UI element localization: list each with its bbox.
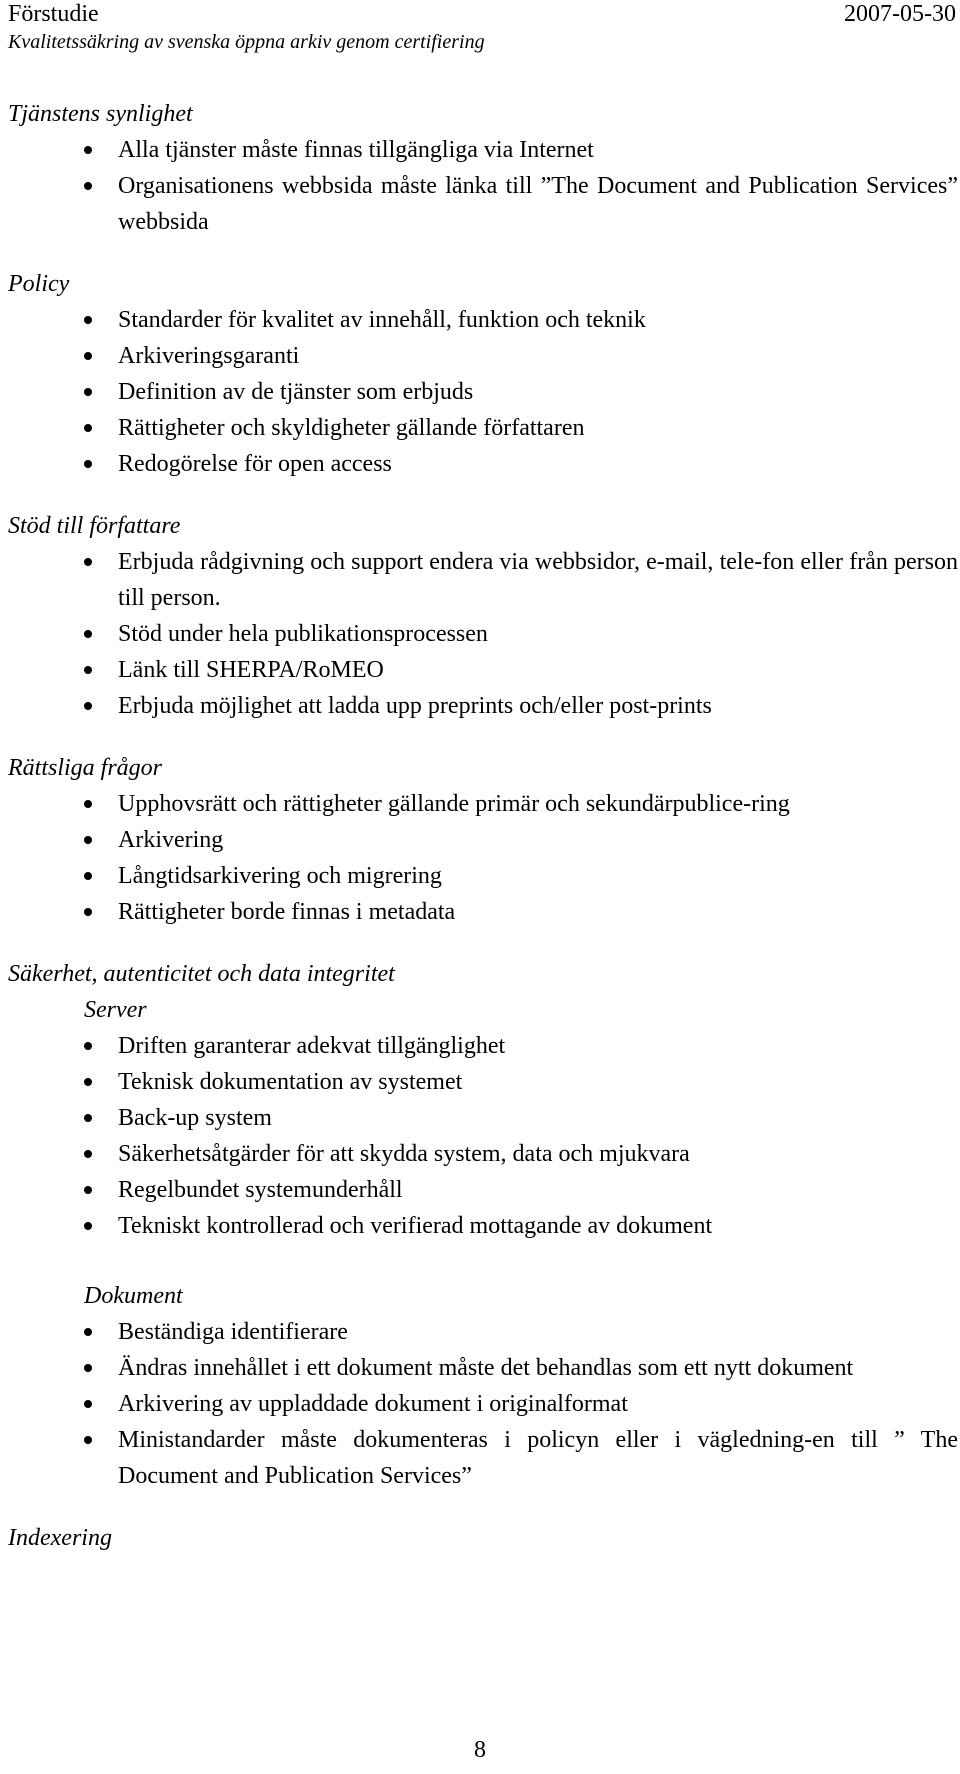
document-body [0,96,960,1556]
list-item [0,338,960,374]
list-item-text: Driften garanterar adekvat tillgänglighet [118,1033,506,1059]
list-item-text: Ministandarder måste dokumenteras i policyn eller i vägledning-en till ” The Document and Publication Services” [118,1427,958,1489]
bullet-icon [84,424,92,432]
header-subtitle: Kvalitetssäkring av svenska öppna arkiv genom certifiering [8,31,485,53]
bullet-icon [84,800,92,808]
bullet-icon [84,1186,92,1194]
list-item [0,1314,960,1350]
list-item-text: Redogörelse för open access [118,451,392,477]
page-number: 8 [474,1737,486,1763]
list-item-text: Säkerhetsåtgärder för att skydda system, data och mjukvara [118,1141,690,1167]
list-item-text: Standarder för kvalitet av innehåll, funktion och teknik [118,307,646,333]
section-heading-synlighet: Tjänstens synlighet [8,101,193,127]
list-stod [0,544,960,724]
list-item-text: Ändras innehållet i ett dokument måste det behandlas som ett nytt dokument [118,1355,854,1381]
list-item-text: Back-up system [118,1105,272,1131]
list-item-text: Tekniskt kontrollerad och verifierad mottagande av dokument [118,1213,713,1239]
bullet-icon [84,146,92,154]
list-dokument [0,1314,960,1494]
list-item [0,1350,960,1386]
list-item-text: Rättigheter och skyldigheter gällande författaren [118,415,585,441]
list-item-text: Stöd under hela publikationsprocessen [118,621,488,647]
list-policy [0,302,960,482]
list-item-text: Definition av de tjänster som erbjuds [118,379,474,405]
list-item-text: Teknisk dokumentation av systemet [118,1069,463,1095]
list-item-text: Organisationens webbsida måste länka till ”The Document and Publication Services” webbsida [118,173,958,235]
bullet-icon [84,1150,92,1158]
list-item-text: Beständiga identifierare [118,1319,348,1345]
list-item-text: Alla tjänster måste finnas tillgängliga via Internet [118,137,594,163]
list-item-text: Länk till SHERPA/RoMEO [118,657,384,683]
list-item [0,1028,960,1064]
header-date: 2007-05-30 [844,1,956,27]
subheading-dokument: Dokument [84,1283,183,1309]
section-heading-sakerhet: Säkerhet, autenticitet och data integritet [8,961,395,987]
list-item-text: Rättigheter borde finnas i metadata [118,899,456,925]
bullet-icon [84,630,92,638]
bullet-icon [84,872,92,880]
list-item-text: Arkiveringsgaranti [118,343,300,369]
list-item [0,786,960,822]
list-item-text: Arkivering av uppladdade dokument i originalformat [118,1391,628,1417]
bullet-icon [84,1436,92,1444]
list-item [0,616,960,652]
list-item [0,1100,960,1136]
bullet-icon [84,908,92,916]
header-title: Förstudie [8,1,99,27]
list-item [0,544,960,616]
list-item [0,1064,960,1100]
list-item [0,822,960,858]
list-item-text: Upphovsrätt och rättigheter gällande primär och sekundärpublice-ring [118,791,790,817]
section-heading-rattsliga: Rättsliga frågor [8,755,163,781]
bullet-icon [84,702,92,710]
bullet-icon [84,1400,92,1408]
list-item [0,688,960,724]
list-server [0,1028,960,1244]
bullet-icon [84,1328,92,1336]
subheading-server: Server [84,997,147,1023]
list-item-text: Långtidsarkivering och migrering [118,863,442,889]
list-item [0,168,960,240]
bullet-icon [84,1364,92,1372]
list-item [0,302,960,338]
bullet-icon [84,1114,92,1122]
bullet-icon [84,460,92,468]
list-item-text: Erbjuda rådgivning och support endera via webbsidor, e-mail, tele-fon eller från person till person. [118,549,958,611]
bullet-icon [84,352,92,360]
section-heading-policy: Policy [8,271,70,297]
bullet-icon [84,1222,92,1230]
list-item [0,1386,960,1422]
list-item [0,1172,960,1208]
bullet-icon [84,558,92,566]
list-item [0,1208,960,1244]
list-item-text: Arkivering [118,827,224,853]
list-item [0,132,960,168]
list-item [0,1422,960,1494]
list-item [0,652,960,688]
bullet-icon [84,182,92,190]
list-item [0,374,960,410]
bullet-icon [84,836,92,844]
section-heading-indexering: Indexering [8,1525,112,1551]
bullet-icon [84,316,92,324]
bullet-icon [84,388,92,396]
list-item [0,858,960,894]
list-item [0,894,960,930]
bullet-icon [84,666,92,674]
list-item-text: Erbjuda möjlighet att ladda upp preprints och/eller post-prints [118,693,712,719]
list-rattsliga [0,786,960,930]
bullet-icon [84,1078,92,1086]
list-item [0,446,960,482]
section-heading-stod: Stöd till författare [8,513,181,539]
list-synlighet [0,132,960,240]
bullet-icon [84,1042,92,1050]
list-item [0,1136,960,1172]
list-item [0,410,960,446]
list-item-text: Regelbundet systemunderhåll [118,1177,403,1203]
